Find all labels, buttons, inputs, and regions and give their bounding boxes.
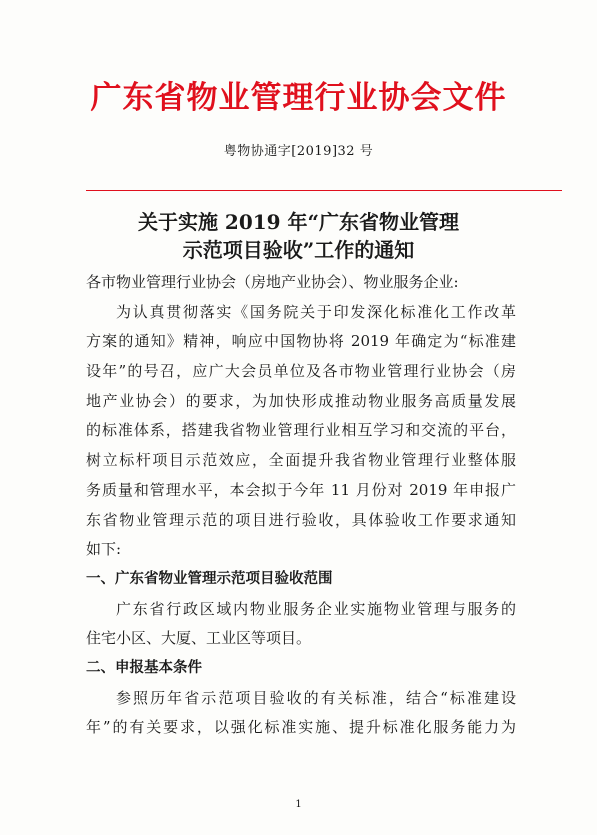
paragraph-line: 设年”的号召，应广大会员单位及各市物业管理行业协会（房 (86, 362, 516, 381)
notice-title (0, 208, 597, 264)
section-1-line: 广东省行政区域内物业服务企业实施物业管理与服务的 (116, 599, 516, 618)
paragraph-line: 树立标杆项目示范效应，全面提升我省物业管理行业整体服 (86, 451, 516, 470)
red-divider-line (86, 190, 562, 191)
section-2-heading: 二、申报基本条件 (86, 659, 202, 676)
page-number: 1 (295, 799, 302, 810)
paragraph-line: 的标准体系，搭建我省物业管理行业相互学习和交流的平台， (86, 421, 516, 440)
paragraph-line: 如下: (86, 540, 122, 559)
section-1-heading: 一、广东省物业管理示范项目验收范围 (86, 570, 333, 587)
notice-title-line-1: 关于实施 2019 年“广东省物业管理 (137, 210, 460, 234)
paragraph-line: 为认真贯彻落实《国务院关于印发深化标准化工作改革 (116, 302, 516, 321)
notice-body (86, 268, 516, 743)
paragraph-line: 方案的通知》精神，响应中国物协将 2019 年确定为“标准建 (86, 332, 516, 351)
paragraph-line: 地产业协会）的要求，为加快形成推动物业服务高质量发展 (86, 391, 516, 410)
document-header-title: 广东省物业管理行业协会文件 (90, 80, 507, 116)
paragraph-line: 务质量和管理水平，本会拟于今年 11 月份对 2019 年申报广 (86, 480, 516, 499)
section-1-line: 住宅小区、大厦、工业区等项目。 (86, 629, 312, 648)
notice-title-line-2: 示范项目验收”工作的通知 (182, 238, 415, 262)
paragraph-line: 东省物业管理示范的项目进行验收，具体验收工作要求通知 (86, 510, 516, 529)
section-2-line: 年”的有关要求，以强化标准实施、提升标准化服务能力为 (86, 718, 516, 737)
salutation: 各市物业管理行业协会（房地产业协会）、物业服务企业: (86, 273, 459, 291)
section-2-line: 参照历年省示范项目验收的有关标准，结合“标准建设 (116, 688, 516, 707)
document-number: 粤物协通字[2019]32 号 (223, 144, 374, 159)
